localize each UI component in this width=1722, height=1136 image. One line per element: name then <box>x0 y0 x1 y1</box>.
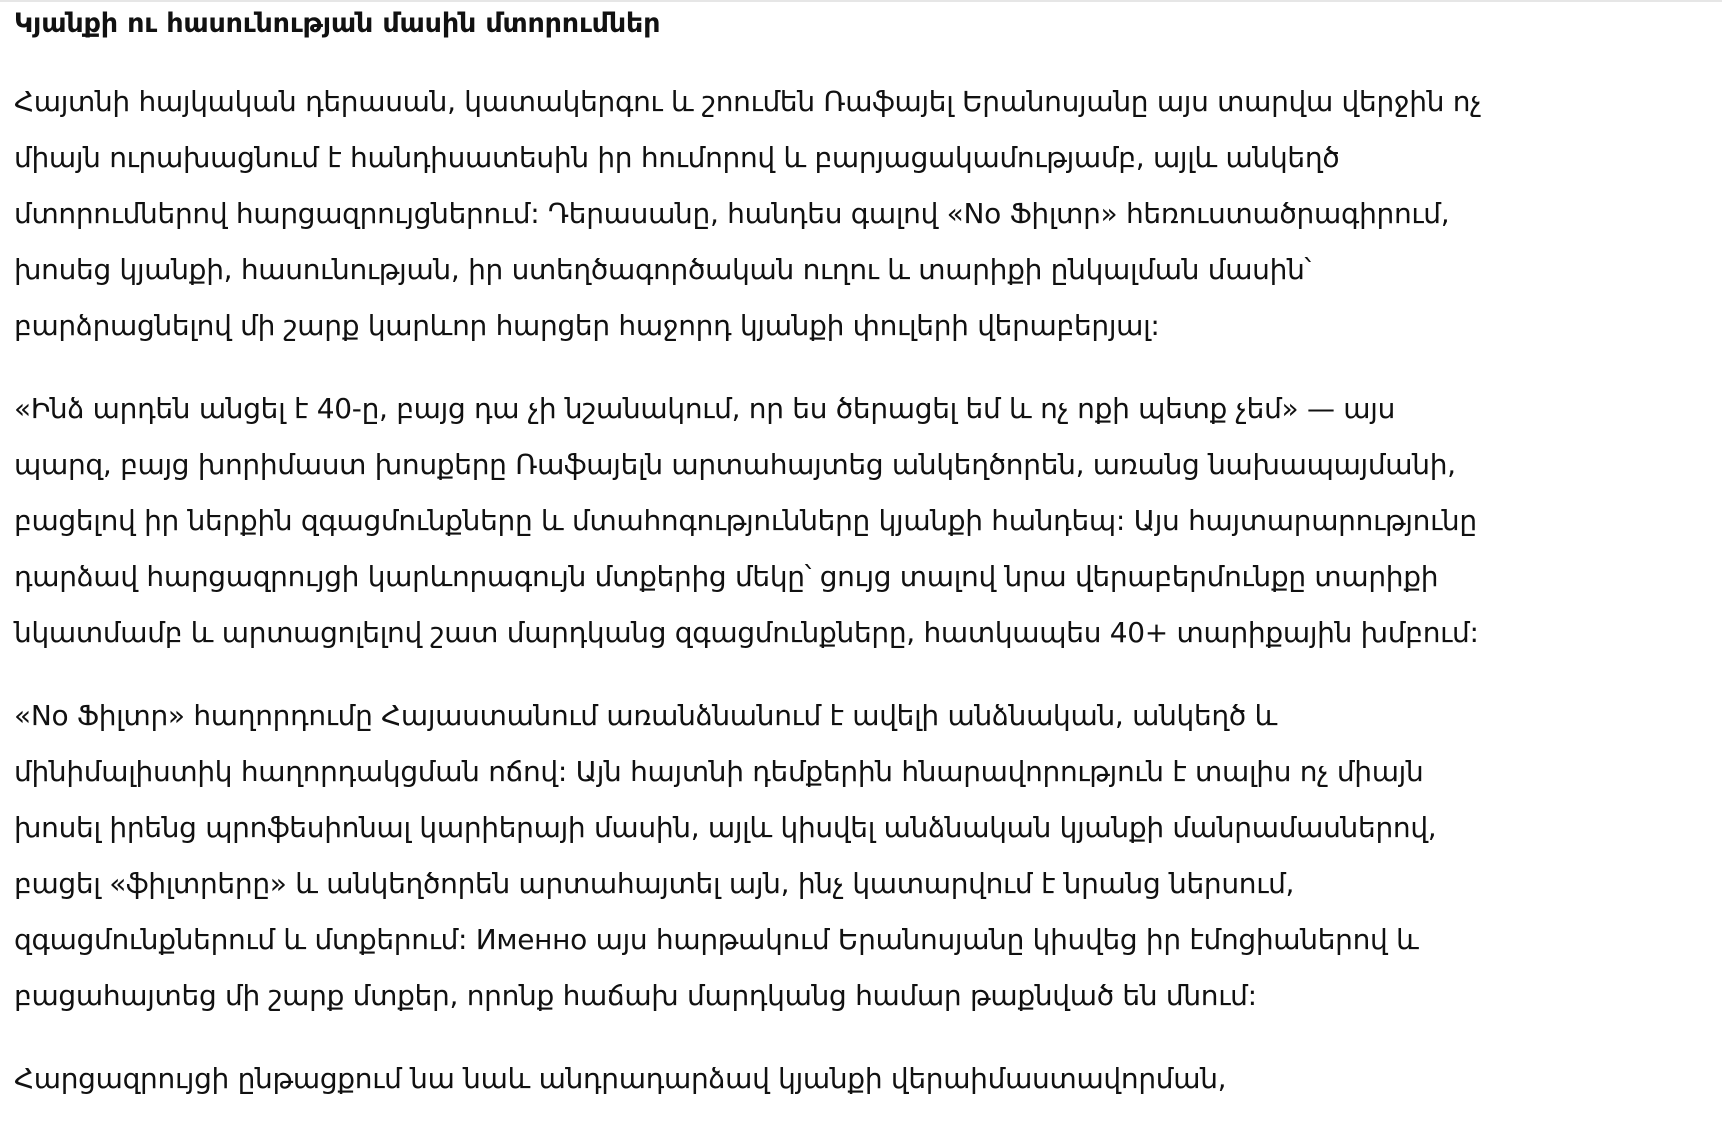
paragraph-line: պարզ, բայց խորիմաստ խոսքերը Ռաֆայելն արտահայտեց անկեղծորեն, առանց նախապայմանի, <box>14 448 1456 481</box>
paragraph-line: մտորումներով հարցազրույցներում: Դերասանը, հանդես գալով «No Ֆիլտր» հեռուստածրագիրում, <box>14 197 1450 230</box>
paragraph-2 <box>14 381 1574 661</box>
paragraph-line: բացել «ֆիլտրերը» և անկեղծորեն արտահայտել այն, ինչ կատարվում է նրանց ներսում, <box>14 867 1295 900</box>
paragraph-line: միայն ուրախացնում է հանդիսատեսին իր հումորով և բարյացակամությամբ, այլև անկեղծ <box>14 141 1340 174</box>
paragraph-line: խոսել իրենց պրոֆեսիոնալ կարիերայի մասին, այլև կիսվել անձնական կյանքի մանրամասներով, <box>14 811 1437 844</box>
paragraph-line: նկատմամբ և արտացոլելով շատ մարդկանց զգացմունքները, հատկապես 40+ տարիքային խմբում: <box>14 616 1479 649</box>
paragraph-line: մինիմալիստիկ հաղորդակցման ոճով: Այն հայտնի դեմքերին հնարավորություն է տալիս ոչ միայն <box>14 755 1424 788</box>
paragraph-line: բարձրացնելով մի շարք կարևոր հարցեր հաջորդ կյանքի փուլերի վերաբերյալ: <box>14 309 1160 342</box>
paragraph-line: «No Ֆիլտր» հաղորդումը Հայաստանում առանձնանում է ավելի անձնական, անկեղծ և <box>14 699 1278 732</box>
article <box>14 0 1574 1107</box>
paragraph-line: զգացմունքներում և մտքերում: Именно այս հարթակում Երանոսյանը կիսվեց իր էմոցիաներով և <box>14 923 1419 956</box>
paragraph-line: Հարցազրույցի ընթացքում նա նաև անդրադարձավ կյանքի վերաիմաստավորման, <box>14 1062 1227 1095</box>
paragraph-line: բացելով իր ներքին զգացմունքները և մտահոգությունները կյանքի հանդեպ: Այս հայտարարությունը <box>14 504 1477 537</box>
paragraph-1 <box>14 74 1574 354</box>
paragraph-line: խոսեց կյանքի, հասունության, իր ստեղծագործական ուղու և տարիքի ընկալման մասին՝ <box>14 253 1311 286</box>
paragraph-line: դարձավ հարցազրույցի կարևորագույն մտքերից մեկը՝ ցույց տալով նրա վերաբերմունքը տարիքի <box>14 560 1439 593</box>
paragraph-line: «Ինձ արդեն անցել է 40-ը, բայց դա չի նշանակում, որ ես ծերացել եմ և ոչ ոքի պետք չեմ» — այս <box>14 392 1396 425</box>
paragraph-3 <box>14 688 1574 1024</box>
paragraph-line: Հայտնի հայկական դերասան, կատակերգու և շոումեն Ռաֆայել Երանոսյանը այս տարվա վերջին ոչ <box>14 85 1482 118</box>
article-title: Կյանքի ու հասունության մասին մտորումներ <box>14 8 661 39</box>
paragraph-4 <box>14 1051 1574 1107</box>
paragraph-line: բացահայտեց մի շարք մտքեր, որոնք հաճախ մարդկանց համար թաքնված են մնում: <box>14 979 1257 1012</box>
